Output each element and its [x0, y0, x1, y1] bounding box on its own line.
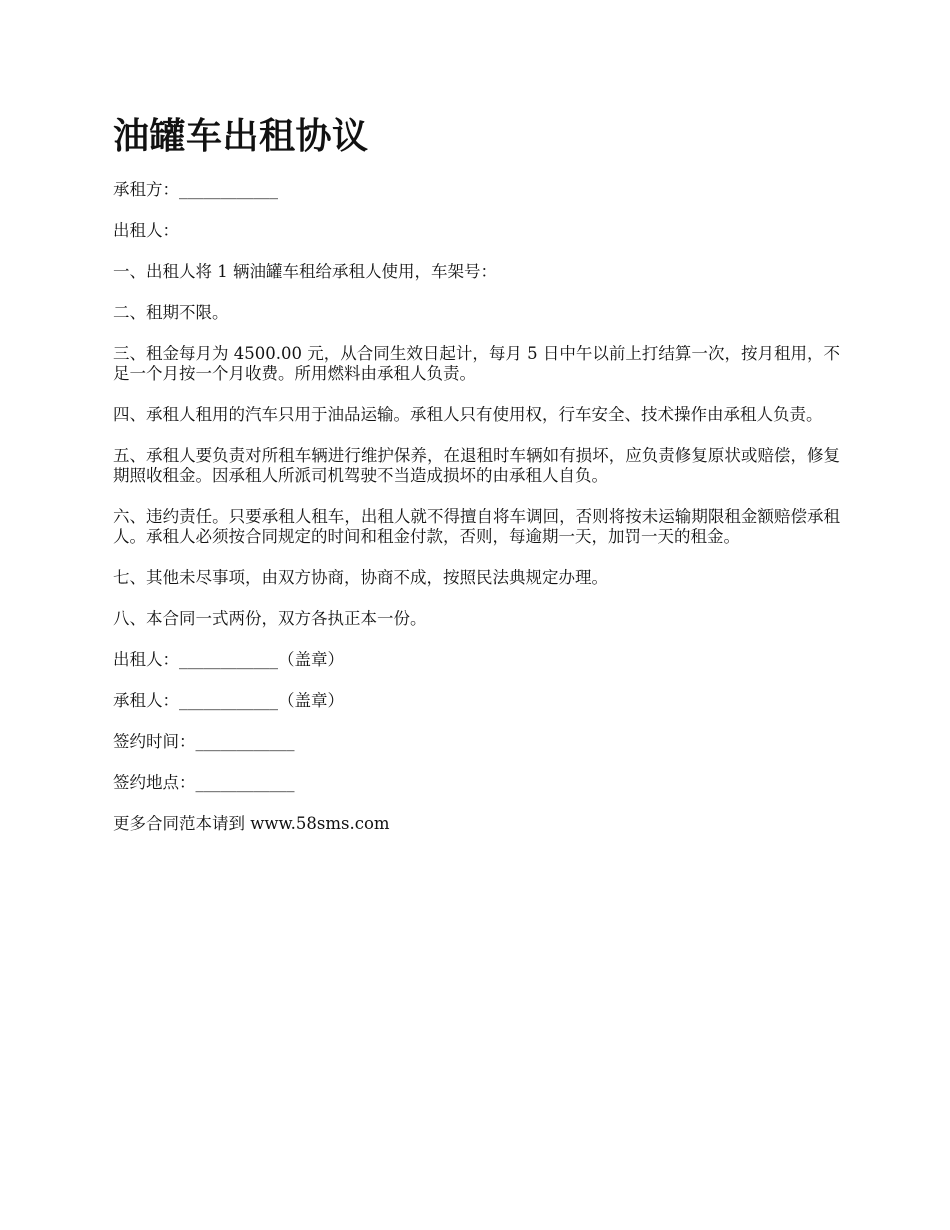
- clause-2: 二、租期不限。: [113, 303, 229, 322]
- signing-place-line: 签约地点：____________: [113, 773, 295, 792]
- clause-4: 四、承租人租用的汽车只用于油品运输。承租人只有使用权，行车安全、技术操作由承租人负责。: [113, 405, 823, 424]
- document-page: [113, 112, 840, 855]
- lessor-line: 出租人：: [113, 221, 179, 240]
- clause-7: 七、其他未尽事项，由双方协商，协商不成，按照民法典规定办理。: [113, 568, 608, 587]
- lessor-signature-line: 出租人：____________（盖章）: [113, 650, 344, 669]
- signing-time-line: 签约时间：____________: [113, 732, 295, 751]
- clause-5: 五、承租人要负责对所租车辆进行维护保养，在退租时车辆如有损坏，应负责修复原状或赔偿，修复期照收租金。因承租人所派司机驾驶不当造成损坏的由承租人自负。: [113, 446, 840, 485]
- clause-3: 三、租金每月为 4500.00 元，从合同生效日起计，每月 5 日中午以前上打结算一次，按月租用，不足一个月按一个月收费。所用燃料由承租人负责。: [113, 344, 840, 383]
- lessee-line: 承租方：____________: [113, 180, 278, 199]
- document-title: 油罐车出租协议: [113, 115, 369, 157]
- clause-6: 六、违约责任。只要承租人租车，出租人就不得擅自将车调回，否则将按未运输期限租金额赔偿承租人。承租人必须按合同规定的时间和租金付款，否则，每逾期一天，加罚一天的租金。: [113, 507, 840, 546]
- footer-note: 更多合同范本请到 www.58sms.com: [113, 814, 390, 833]
- clause-8: 八、本合同一式两份，双方各执正本一份。: [113, 609, 427, 628]
- lessee-signature-line: 承租人：____________（盖章）: [113, 691, 344, 710]
- clause-1: 一、出租人将 1 辆油罐车租给承租人使用，车架号：: [113, 262, 497, 281]
